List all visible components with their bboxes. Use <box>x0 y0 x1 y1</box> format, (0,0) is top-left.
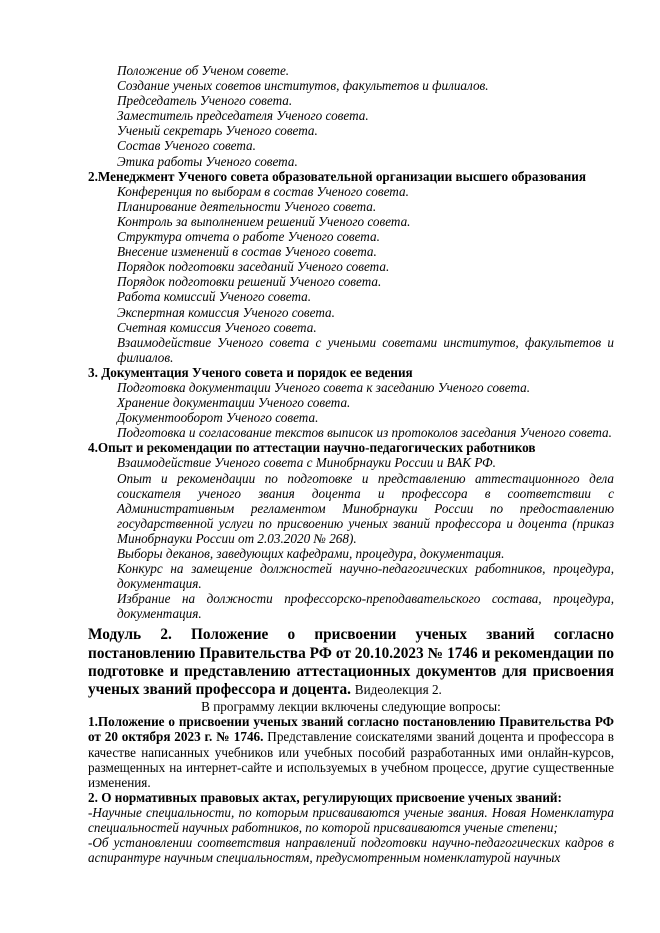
list-item: -Об установлении соответствия направлений подготовки научно-педагогических кадров в аспирантуре научным специальностям, предусмотренным номенклатурой научных <box>88 835 614 866</box>
list-item: Контроль за выполнением решений Ученого совета. <box>117 213 411 229</box>
module2-title-text: Модуль 2. Положение о присвоении ученых званий согласно постановлению Правительства РФ от 20.10.2023 № 1746 и рекомендации по подготовке и представлению аттестационных документов для присвоения ученых званий профессора и доцента. <box>88 626 614 699</box>
list-item: Счетная комиссия Ученого совета. <box>117 319 317 335</box>
list-item: Избрание на должности профессорско-преподавательского состава, процедура, документация. <box>117 591 614 622</box>
list-item: Этика работы Ученого совета. <box>117 153 298 169</box>
list-item: Конкурс на замещение должностей научно-педагогических работников, процедура, документация. <box>117 561 614 592</box>
list-item: Планирование деятельности Ученого совета. <box>117 198 377 214</box>
list-item: Опыт и рекомендации по подготовке и представлению аттестационного дела соискателя ученого звания доцента и профессора в соответствии с Административным регламентом Минобрнауки России по предоставлению государственной услуги по присвоению ученых званий профессора и доцента (приказ Минобрнауки России от 2.03.2020 № 268). <box>117 470 614 546</box>
list-item: Структура отчета о работе Ученого совета. <box>117 229 380 245</box>
list-item: Работа комиссий Ученого совета. <box>117 289 312 305</box>
list-item: Создание ученых советов институтов, факультетов и филиалов. <box>117 78 489 94</box>
section-text: Представление соискателями званий доцента и профессора в качестве написанных учебников или учебных пособий разработанных ими онлайн-курсов, размещенных на интернет-сайте и используемых в учебном процессе, другие существенные изменения. <box>88 729 614 790</box>
module2-section1 <box>0 714 660 789</box>
list-item: Выборы деканов, заведующих кафедрами, процедура, документация. <box>117 546 505 561</box>
list-item: Документооборот Ученого совета. <box>117 410 319 426</box>
list-item: Внесение изменений в состав Ученого совета. <box>117 244 377 260</box>
section-heading: 3. Документация Ученого совета и порядок ее ведения <box>88 364 413 380</box>
module2-title <box>0 626 660 699</box>
lecture-intro: В программу лекции включены следующие вопросы: <box>201 699 501 715</box>
list-item: Взаимодействие Ученого совета с Минобрнауки России и ВАК РФ. <box>117 455 496 471</box>
page-content <box>0 63 660 865</box>
list-item: Экспертная комиссия Ученого совета. <box>117 304 335 320</box>
list-item: Состав Ученого совета. <box>117 138 256 154</box>
list-item: Конференция по выборам в состав Ученого совета. <box>117 183 409 199</box>
list-item: -Научные специальности, по которым присваиваются ученые звания. Новая Номенклатура специальностей научных работников, по которой присваиваются ученые степени; <box>88 804 614 836</box>
section-heading: 2. О нормативных правовых актах, регулирующих присвоение ученых званий: <box>88 789 562 805</box>
section-heading: 2.Менеджмент Ученого совета образовательной организации высшего образования <box>88 168 586 184</box>
video-lecture-label: Видеолекция 2. <box>354 682 442 698</box>
section-heading: 4.Опыт и рекомендации по аттестации научно-педагогических работников <box>88 440 536 456</box>
list-item: Порядок подготовки решений Ученого совета. <box>117 274 382 290</box>
list-item: Подготовка и согласование текстов выписок из протоколов заседания Ученого совета. <box>117 425 612 441</box>
module1-continuation-list <box>0 63 660 169</box>
section-heading: 1.Положение о присвоении ученых званий согласно постановлению Правительства РФ от 20 октября 2023 г. № 1746. <box>88 714 614 745</box>
section2-list <box>0 184 660 365</box>
list-item: Ученый секретарь Ученого совета. <box>117 123 318 139</box>
list-item: Председатель Ученого совета. <box>117 93 293 109</box>
section4-list <box>0 455 660 621</box>
list-item: Порядок подготовки заседаний Ученого совета. <box>117 259 390 275</box>
section3-list <box>0 380 660 440</box>
list-item: Взаимодействие Ученого совета с учеными советами институтов, факультетов и филиалов. <box>117 334 614 365</box>
list-item: Подготовка документации Ученого совета к заседанию Ученого совета. <box>117 379 531 395</box>
list-item: Положение об Ученом совете. <box>117 63 290 78</box>
list-item: Заместитель председателя Ученого совета. <box>117 108 369 124</box>
list-item: Хранение документации Ученого совета. <box>117 395 351 411</box>
